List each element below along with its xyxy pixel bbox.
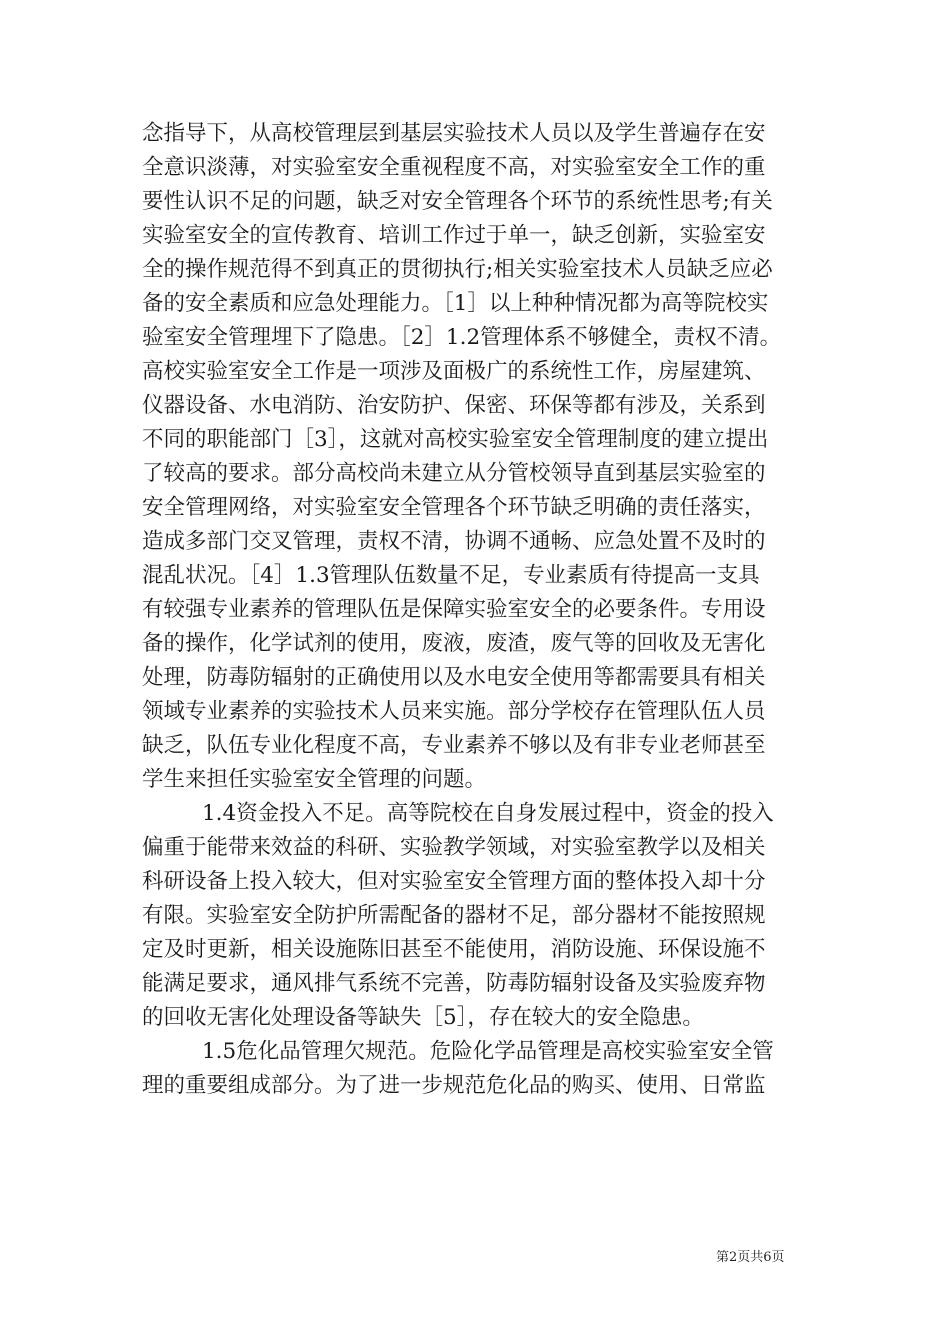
text-line: 备的安全素质和应急处理能力。［1］以上种种情况都为高等院校实	[142, 291, 769, 316]
text-line: 不同的职能部门［3］，这就对高校实验室安全管理制度的建立提出	[142, 427, 769, 452]
text-line: 缺乏，队伍专业化程度不高，专业素养不够以及有非专业老师甚至	[142, 733, 766, 758]
text-line: 实验室安全的宣传教育、培训工作过于单一，缺乏创新，实验室安	[142, 223, 766, 248]
text-line: 偏重于能带来效益的科研、实验教学领域，对实验室教学以及相关	[142, 835, 766, 860]
text-line: 念指导下，从高校管理层到基层实验技术人员以及学生普遍存在安	[142, 121, 766, 146]
text-line: 要性认识不足的问题，缺乏对安全管理各个环节的系统性思考;有关	[142, 189, 773, 214]
text-line: 科研设备上投入较大，但对实验室安全管理方面的整体投入却十分	[142, 869, 766, 894]
text-line: 理的重要组成部分。为了进一步规范危化品的购买、使用、日常监	[142, 1073, 766, 1098]
text-line: 混乱状况。［4］1.3管理队伍数量不足，专业素质有待提高一支具	[142, 563, 760, 588]
text-line: 领域专业素养的实验技术人员来实施。部分学校存在管理队伍人员	[142, 699, 766, 724]
text-line: 学生来担任实验室安全管理的问题。	[142, 767, 487, 792]
text-line: 有较强专业素养的管理队伍是保障实验室安全的必要条件。专用设	[142, 597, 766, 622]
text-line: 全意识淡薄，对实验室安全重视程度不高，对实验室安全工作的重	[142, 155, 766, 180]
text-line: 全的操作规范得不到真正的贯彻执行;相关实验室技术人员缺乏应必	[142, 257, 773, 282]
text-line: 造成多部门交叉管理，责权不清，协调不通畅、应急处置不及时的	[142, 529, 766, 554]
text-line: 能满足要求，通风排气系统不完善，防毒防辐射设备及实验废弃物	[142, 971, 766, 996]
text-line: 备的操作，化学试剂的使用，废液，废渣，废气等的回收及无害化	[142, 631, 766, 656]
paragraph-start-line: 1.4资金投入不足。高等院校在自身发展过程中，资金的投入	[202, 801, 774, 826]
text-line: 仪器设备、水电消防、治安防护、保密、环保等都有涉及，关系到	[142, 393, 766, 418]
text-line: 有限。实验室安全防护所需配备的器材不足，部分器材不能按照规	[142, 903, 766, 928]
text-line: 定及时更新，相关设施陈旧甚至不能使用，消防设施、环保设施不	[142, 937, 766, 962]
text-line: 高校实验室安全工作是一项涉及面极广的系统性工作，房屋建筑、	[142, 359, 766, 384]
text-line: 验室安全管理埋下了隐患。［2］1.2管理体系不够健全，责权不清。	[142, 325, 782, 350]
text-line: 安全管理网络，对实验室安全管理各个环节缺乏明确的责任落实，	[142, 495, 766, 520]
text-line: 了较高的要求。部分高校尚未建立从分管校领导直到基层实验室的	[142, 461, 766, 486]
text-line: 处理，防毒防辐射的正确使用以及水电安全使用等都需要具有相关	[142, 665, 766, 690]
page-number-footer: 第2页共6页	[716, 1250, 785, 1265]
text-line: 的回收无害化处理设备等缺失［5］，存在较大的安全隐患。	[142, 1005, 704, 1030]
paragraph-start-line: 1.5危化品管理欠规范。危险化学品管理是高校实验室安全管	[202, 1039, 774, 1064]
